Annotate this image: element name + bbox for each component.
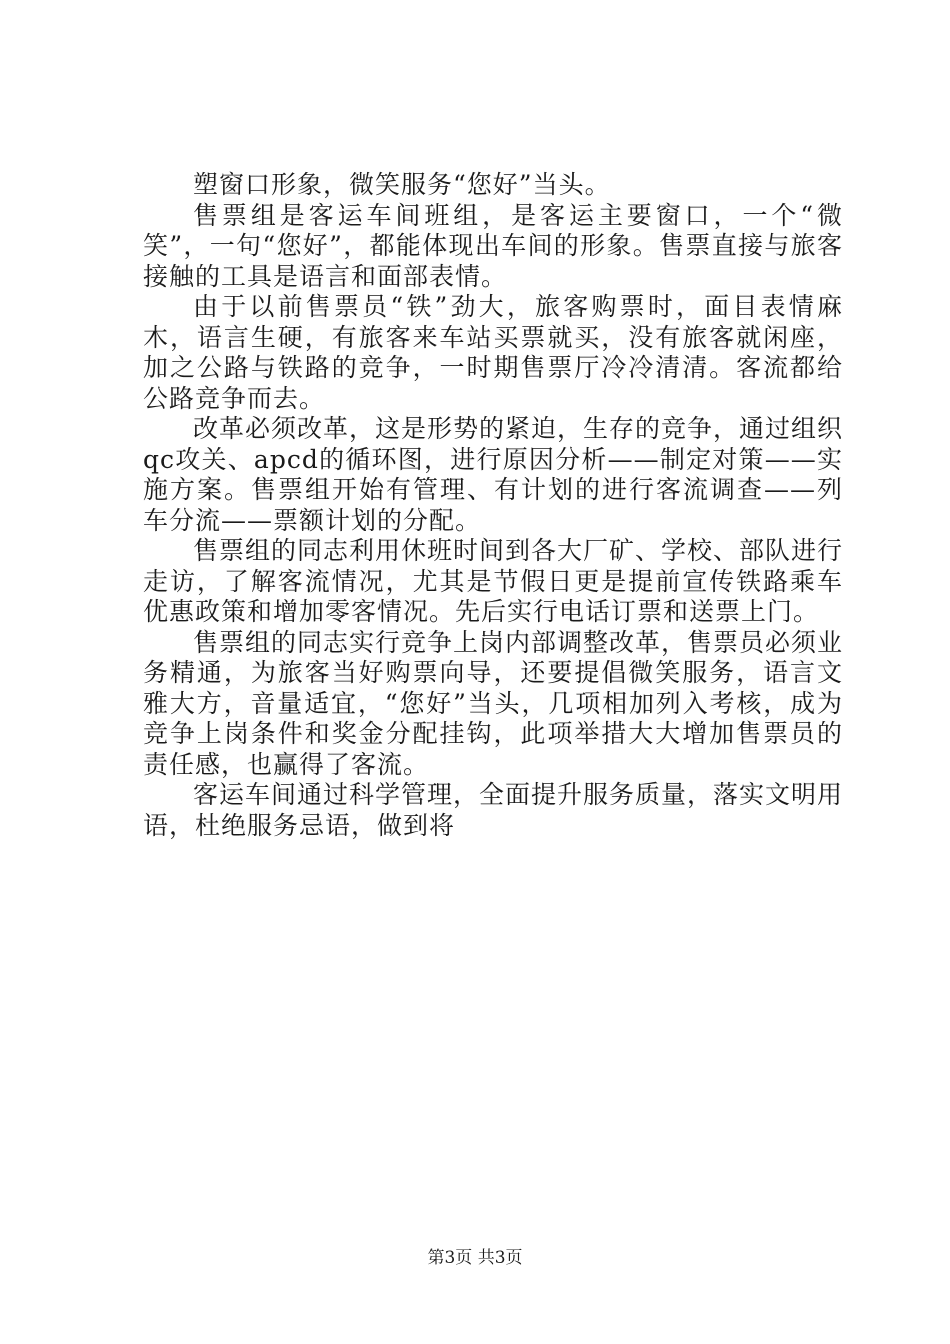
paragraph: 客运车间通过科学管理，全面提升服务质量，落实文明用语，杜绝服务忌语，做到将 bbox=[143, 780, 844, 840]
paragraph: 塑窗口形象，微笑服务“您好”当头。 bbox=[193, 170, 611, 199]
paragraph: 售票组的同志实行竞争上岗内部调整改革，售票员必须业务精通，为旅客当好购票向导，还要提倡微笑服务，语言文雅大方，音量适宜，“您好”当头，几项相加列入考核，成为竞争上岗条件和奖金分配挂钩，此项举措大大增加售票员的责任感，也赢得了客流。 bbox=[143, 627, 844, 779]
page-number-footer: 第3页 共3页 bbox=[427, 1248, 523, 1268]
paragraph: 由于以前售票员“铁”劲大，旅客购票时，面目表情麻木，语言生硬，有旅客来车站买票就买，没有旅客就闲座，加之公路与铁路的竞争，一时期售票厅冷冷清清。客流都给公路竞争而去。 bbox=[143, 292, 843, 413]
document-body bbox=[143, 170, 843, 841]
paragraph: 售票组的同志利用休班时间到各大厂矿、学校、部队进行走访，了解客流情况，尤其是节假日更是提前宣传铁路乘车优惠政策和增加零客情况。先后实行电话订票和送票上门。 bbox=[143, 536, 844, 626]
paragraph: 售票组是客运车间班组，是客运主要窗口，一个“微笑”，一句“您好”，都能体现出车间的形象。售票直接与旅客接触的工具是语言和面部表情。 bbox=[143, 200, 843, 291]
paragraph: 改革必须改革，这是形势的紧迫，生存的竞争，通过组织qc攻关、apcd的循环图，进行原因分析——制定对策——实施方案。售票组开始有管理、有计划的进行客流调查——列车分流——票额计划的分配。 bbox=[143, 414, 844, 535]
